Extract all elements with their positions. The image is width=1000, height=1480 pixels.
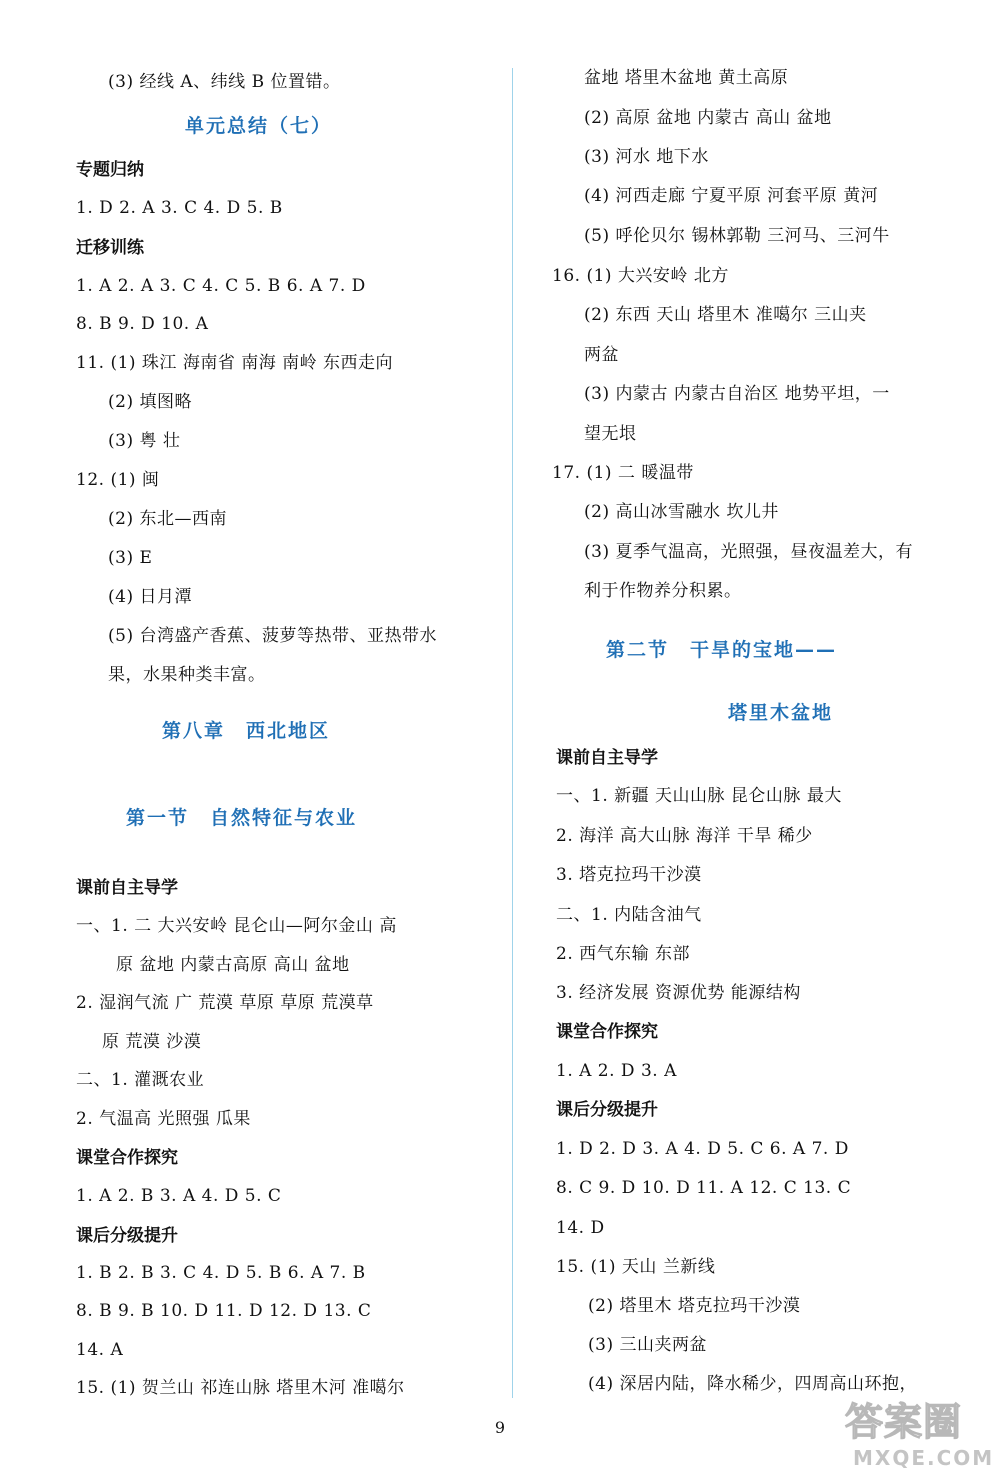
subsection-label: 课前自主导学 [76,878,178,898]
section-title: 第一节 自然特征与农业 [126,807,358,829]
watermark-url: MXQE.COM [853,1446,995,1470]
answer-line: 14. A [76,1340,124,1360]
answer-line: (2) 东北—西南 [108,509,227,529]
answer-line: 11. (1) 珠江 海南省 南海 南岭 东西走向 [76,353,394,373]
unit-summary-title: 单元总结（七） [185,115,333,137]
answer-line: (4) 深居内陆，降水稀少，四周高山环抱， [588,1374,917,1394]
answer-line: 原 荒漠 沙漠 [102,1032,202,1052]
answer-line: 一、1. 新疆 天山山脉 昆仑山脉 最大 [556,786,842,806]
chapter-title: 第八章 西北地区 [162,720,331,742]
answer-line: 15. (1) 贺兰山 祁连山脉 塔里木河 准噶尔 [76,1378,405,1398]
answer-line: 2. 海洋 高大山脉 海洋 干旱 稀少 [556,826,813,846]
answer-line: (3) 河水 地下水 [584,147,709,167]
answer-line: 原 盆地 内蒙古高原 高山 盆地 [116,955,350,975]
subsection-label: 课堂合作探究 [76,1148,178,1168]
answer-line: 1. A 2. B 3. A 4. D 5. C [76,1186,282,1206]
subsection-label: 课后分级提升 [76,1226,178,1246]
subsection-label: 专题归纳 [76,160,144,180]
answer-line: (2) 填图略 [108,392,192,412]
answer-line: (3) 夏季气温高，光照强，昼夜温差大，有 [584,542,913,562]
answer-line: 1. D 2. A 3. C 4. D 5. B [76,198,283,218]
subsection-label: 课堂合作探究 [556,1022,658,1042]
answer-line: 二、1. 灌溉农业 [76,1070,205,1090]
answer-line: (4) 日月潭 [108,587,192,607]
answer-line: (5) 台湾盛产香蕉、菠萝等热带、亚热带水 [108,626,437,646]
answer-line: 14. D [556,1218,605,1238]
answer-line: (3) 粤 壮 [108,431,181,451]
answer-line: 8. B 9. B 10. D 11. D 12. D 13. C [76,1301,372,1321]
answer-line: 1. B 2. B 3. C 4. D 5. B 6. A 7. B [76,1263,366,1283]
answer-line: (3) 内蒙古 内蒙古自治区 地势平坦，一 [584,384,890,404]
page-number: 9 [494,1418,506,1437]
answer-line: 15. (1) 天山 兰新线 [556,1257,716,1277]
answer-line: 1. D 2. D 3. A 4. D 5. C 6. A 7. D [556,1139,849,1159]
subsection-label: 课后分级提升 [556,1100,658,1120]
answer-line: (2) 塔里木 塔克拉玛干沙漠 [588,1296,801,1316]
answer-line: (3) E [108,548,153,568]
answer-line: 两盆 [584,345,619,365]
answer-line: 1. A 2. A 3. C 4. C 5. B 6. A 7. D [76,276,366,296]
column-divider [512,68,513,1398]
answer-line: 一、1. 二 大兴安岭 昆仑山—阿尔金山 高 [76,916,397,936]
answer-line: 2. 气温高 光照强 瓜果 [76,1109,251,1129]
answer-line: 3. 经济发展 资源优势 能源结构 [556,983,801,1003]
answer-line: 3. 塔克拉玛干沙漠 [556,865,702,885]
answer-line: 8. B 9. D 10. A [76,314,209,334]
answer-line: 望无垠 [584,424,637,444]
subsection-label: 迁移训练 [76,238,144,258]
answer-line: (2) 高原 盆地 内蒙古 高山 盆地 [584,108,832,128]
answer-line: (4) 河西走廊 宁夏平原 河套平原 黄河 [584,186,879,206]
answer-line: (2) 东西 天山 塔里木 准噶尔 三山夹 [584,305,867,325]
answer-line: 盆地 塔里木盆地 黄土高原 [584,68,789,88]
answer-line: 16. (1) 大兴安岭 北方 [552,266,729,286]
answer-line: 果，水果种类丰富。 [108,665,266,685]
answer-line: 12. (1) 闽 [76,470,160,490]
answer-line: 二、1. 内陆含油气 [556,905,702,925]
answer-line: (5) 呼伦贝尔 锡林郭勒 三河马、三河牛 [584,226,890,246]
section-title: 第二节 干旱的宝地—— [606,639,838,661]
answer-line: (2) 高山冰雪融水 坎儿井 [584,502,779,522]
section-title-continued: 塔里木盆地 [728,702,834,724]
answer-line: 2. 湿润气流 广 荒漠 草原 草原 荒漠草 [76,993,374,1013]
watermark [845,1400,995,1475]
answer-line: (3) 三山夹两盆 [588,1335,707,1355]
answer-line: (3) 经线 A、纬线 B 位置错。 [108,72,341,92]
answer-line: 利于作物养分积累。 [584,581,742,601]
watermark-logo: 答案圈 [845,1400,963,1444]
answer-line: 1. A 2. D 3. A [556,1061,677,1081]
answer-line: 8. C 9. D 10. D 11. A 12. C 13. C [556,1178,852,1198]
answer-line: 2. 西气东输 东部 [556,944,691,964]
answer-line: 17. (1) 二 暖温带 [552,463,694,483]
subsection-label: 课前自主导学 [556,748,658,768]
